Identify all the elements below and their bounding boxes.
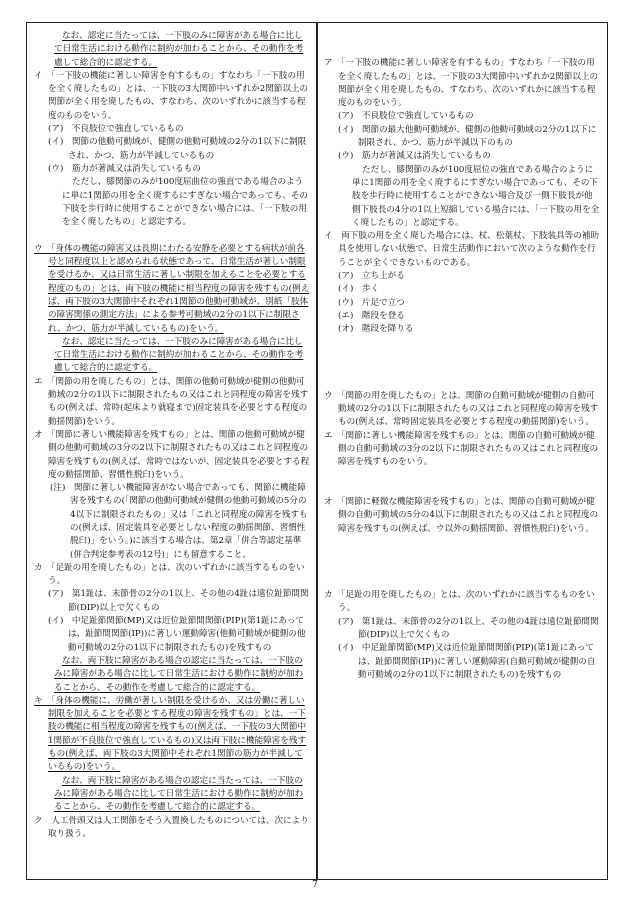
right-paragraph: (イ) 関節の最大他動可動域が、健側の他動可動域の2分の1以下に制限され、かつ、筋力が半減以下のもの	[338, 124, 597, 149]
right-paragraph: (オ) 階段を降りる	[338, 324, 414, 335]
left-paragraph: (注) 関節に著しい機能障害がない場合であっても、関節に機能障害を残すもの(「関節の他動可動域が健側の他動可動域の5分の4以下に制限されたもの」又は「これと同程度の障害を残すもの(例えば、固定装具を必要としない程度の動揺関節、習慣性脱臼)」をいう。)に該当する場合は、第2章「併合等認定基準(併合判定参考表の12号)」にも留意すること。	[50, 483, 308, 560]
left-paragraph: なお、両下肢に障害がある場合の認定に当たっては、一下肢のみに障害がある場合に比して日常生活における動作に制約が加わることから、その動作を考慮して総合的に認定する。	[54, 655, 304, 693]
right-paragraph	[324, 44, 600, 57]
right-paragraph	[324, 536, 600, 549]
right-paragraph: (ア) 立ち上がる	[338, 271, 405, 282]
right-paragraph: (エ) 階段を登る	[338, 310, 405, 321]
left-paragraph: ク 人工骨頭又は人工関節をそう入置換したものについては、次により取り扱う。	[34, 815, 309, 839]
left-paragraph: エ 「関節の用を廃したもの」とは、関節の他動可動域が健側の他動可動域の2分の1以下に制限されたもの又はこれと同程度の障害を残すもの(例えば、常時(起床より就寝まで)固定装具を必要とする程度の動揺関節)をいう。	[34, 376, 309, 427]
left-column-text	[34, 30, 310, 841]
right-paragraph: (イ) 中足趾節関節(MP)又は近位趾節間関節(PIP)(第1趾にあっては、趾節間関節(IP))に著しい運動障害(自動可動域が健側の自動可動域の2分の1以下に制限されたもの)を残すもの	[338, 643, 596, 680]
right-paragraph: イ 両下肢の用を全く廃した場合には、杖、松葉杖、下肢装具等の補助具を使用しない状態で、日常生活動作において次のような動作を行うことが全くできないものである。	[324, 231, 600, 268]
left-paragraph: (イ) 関節の他動可動域が、健側の他動可動域の2分の1以下に制限され、かつ、筋力が半減しているもの	[48, 137, 307, 161]
right-paragraph: (ウ) 筋力が著減又は消失しているもの	[338, 151, 491, 162]
left-paragraph: なお、両下肢に障害がある場合の認定に当たっては、一下肢のみに障害がある場合に比して日常生活における動作に制約が加わることから、その動作を考慮して総合的に認定する。	[54, 775, 304, 813]
left-paragraph: キ 「身体の機能に、労働が著しい制限を受けるか、又は労働に著しい制限を加えることを必要とする程度の障害を残すもの」とは、一下肢の機能に相当程度の障害を残すもの(例えば、一下肢の3大関節中1関節が不良肢位で強直しているもの)又は両下肢に機能障害を残すもの(例えば、両下肢の3大関節中それぞれ1関節の筋力が半減しているもの)をいう。	[34, 695, 307, 773]
right-paragraph	[324, 563, 600, 576]
left-paragraph: カ 「足趾の用を廃したもの」とは、次のいずれかに該当するものをいう。	[34, 562, 305, 587]
right-paragraph	[324, 549, 600, 562]
right-column-text	[324, 44, 600, 682]
right-paragraph: ただし、膝関節のみが100度屈位の強直である場合のように単に1関節の用を全く廃するにすぎない場合であっても、その下肢を歩行時に使用することができない場合及び一側下肢長が他側下肢長の4分の1以上短縮している場合には、「一下肢の用を全く廃したもの」と認定する。	[352, 164, 600, 228]
left-paragraph: ウ 「身体の機能の障害又は長期にわたる安静を必要とする病状が前各号と同程度以上と認められる状態であって、日常生活が著しい制限を受けるか、又は日常生活に著しい制限を加えることを必要とする程度のもの」とは、両下肢の機能に相当程度の障害を残すもの(例えば、両下肢の3大関節中それぞれ1関節の他動可動域が、別紙「肢体の障害関係の測定方法」による参考可動域の2分の1以下に制限され、かつ、筋力が半減しているもの)をいう。	[34, 243, 310, 334]
left-paragraph: オ 「関節に著しい機能障害を残すもの」とは、関節の他動可動域が健側の他動可動域の3分の2以下に制限されたもの又はこれと同程度の障害を残すもの(例えば、常時ではないが、固定装具を必要とする程度の動揺関節、習慣性脱臼)をいう。	[34, 429, 310, 480]
left-paragraph: イ 「一下肢の機能に著しい障害を有するもの」すなわち「一下肢の用を全く廃したもの」とは、一下肢の3大関節中いずれか2関節以上の関節が全く用を廃したもの、すなわち、次のいずれかに該当する程度のものをいう。	[34, 70, 309, 121]
right-paragraph: エ 「関節に著しい機能障害を残すもの」とは、関節の自動可動域が健側の自動可動域の3分の2以下に制限されたもの又はこれと同程度の障害を残すものをいう。	[324, 430, 599, 468]
right-paragraph	[324, 576, 600, 589]
right-paragraph	[324, 337, 600, 350]
page-number: 7	[312, 880, 318, 890]
right-paragraph	[324, 363, 600, 376]
left-paragraph: (ア) 第1趾は、末節骨の2分の1以上、その他の4趾は遠位趾節間関節(DIP)以上で欠くもの	[48, 589, 309, 613]
left-paragraph: なお、認定に当たっては、一下肢のみに障害がある場合に比して日常生活における動作に制約が加わることから、その動作を考慮して総合的に認定する。	[54, 336, 304, 374]
left-paragraph	[34, 229, 310, 242]
right-paragraph	[324, 350, 600, 363]
left-paragraph: なお、認定に当たっては、一下肢のみに障害がある場合に比して日常生活における動作に制約が加わることから、その動作を考慮して総合的に認定する。	[54, 31, 304, 68]
right-paragraph: (ア) 不良肢位で強直しているもの	[338, 111, 474, 122]
right-paragraph	[324, 483, 600, 496]
left-paragraph: (イ) 中足趾節関節(MP)又は近位趾節間関節(PIP)(第1趾にあっては、趾節間関節(IP))に著しい運動障害(他動可動域が健側の他動可動域の2分の1以下に制限されたもの)を残すもの	[48, 616, 306, 653]
right-paragraph	[324, 376, 600, 389]
right-paragraph: ア 「一下肢の機能に著しい障害を有するもの」すなわち「一下肢の用を全く廃したもの」とは、一下肢の3大関節中いずれか2関節以上の関節が全く用を廃したもの、すなわち、次のいずれかに該当する程度のものをいう。	[324, 58, 599, 109]
right-paragraph: オ 「関節に軽微な機能障害を残すもの」とは、関節の自動可動域が健側の自動可動域の5分の4以下に制限されたもの又はこれと同程度の障害を残すもの(例えば、ウ以外の動揺関節、習慣性脱臼)をいう。	[324, 497, 599, 534]
right-paragraph: ウ 「関節の用を廃したもの」とは、関節の自動可動域が健側の自動可動域の2分の1以下に制限されたもの又はこれと同程度の障害を残すもの(例えば、常時固定装具を必要とする程度の動揺関節)をいう。	[324, 390, 599, 428]
right-paragraph: (ア) 第1趾は、末節骨の2分の1以上、その他の4趾は遠位趾節間関節(DIP)以上で欠くもの	[338, 616, 599, 641]
right-paragraph	[324, 470, 600, 483]
right-paragraph: (ウ) 片足で立つ	[338, 297, 405, 308]
right-paragraph: カ 「足趾の用を廃したもの」とは、次のいずれかに該当するものをいう。	[324, 590, 595, 614]
right-paragraph: (イ) 歩く	[338, 284, 380, 295]
left-paragraph: (ウ) 筋力が著減又は消失しているもの	[48, 163, 201, 174]
left-paragraph: (ア) 不良肢位で強直しているもの	[48, 124, 184, 135]
left-paragraph: ただし、膝関節のみが100度屈曲位の強直である場合のように単に1関節の用を全く廃するにすぎない場合であっても、その下肢を歩行時に使用することができない場合には、「一下肢の用を全く廃したもの」と認定する。	[62, 177, 309, 228]
